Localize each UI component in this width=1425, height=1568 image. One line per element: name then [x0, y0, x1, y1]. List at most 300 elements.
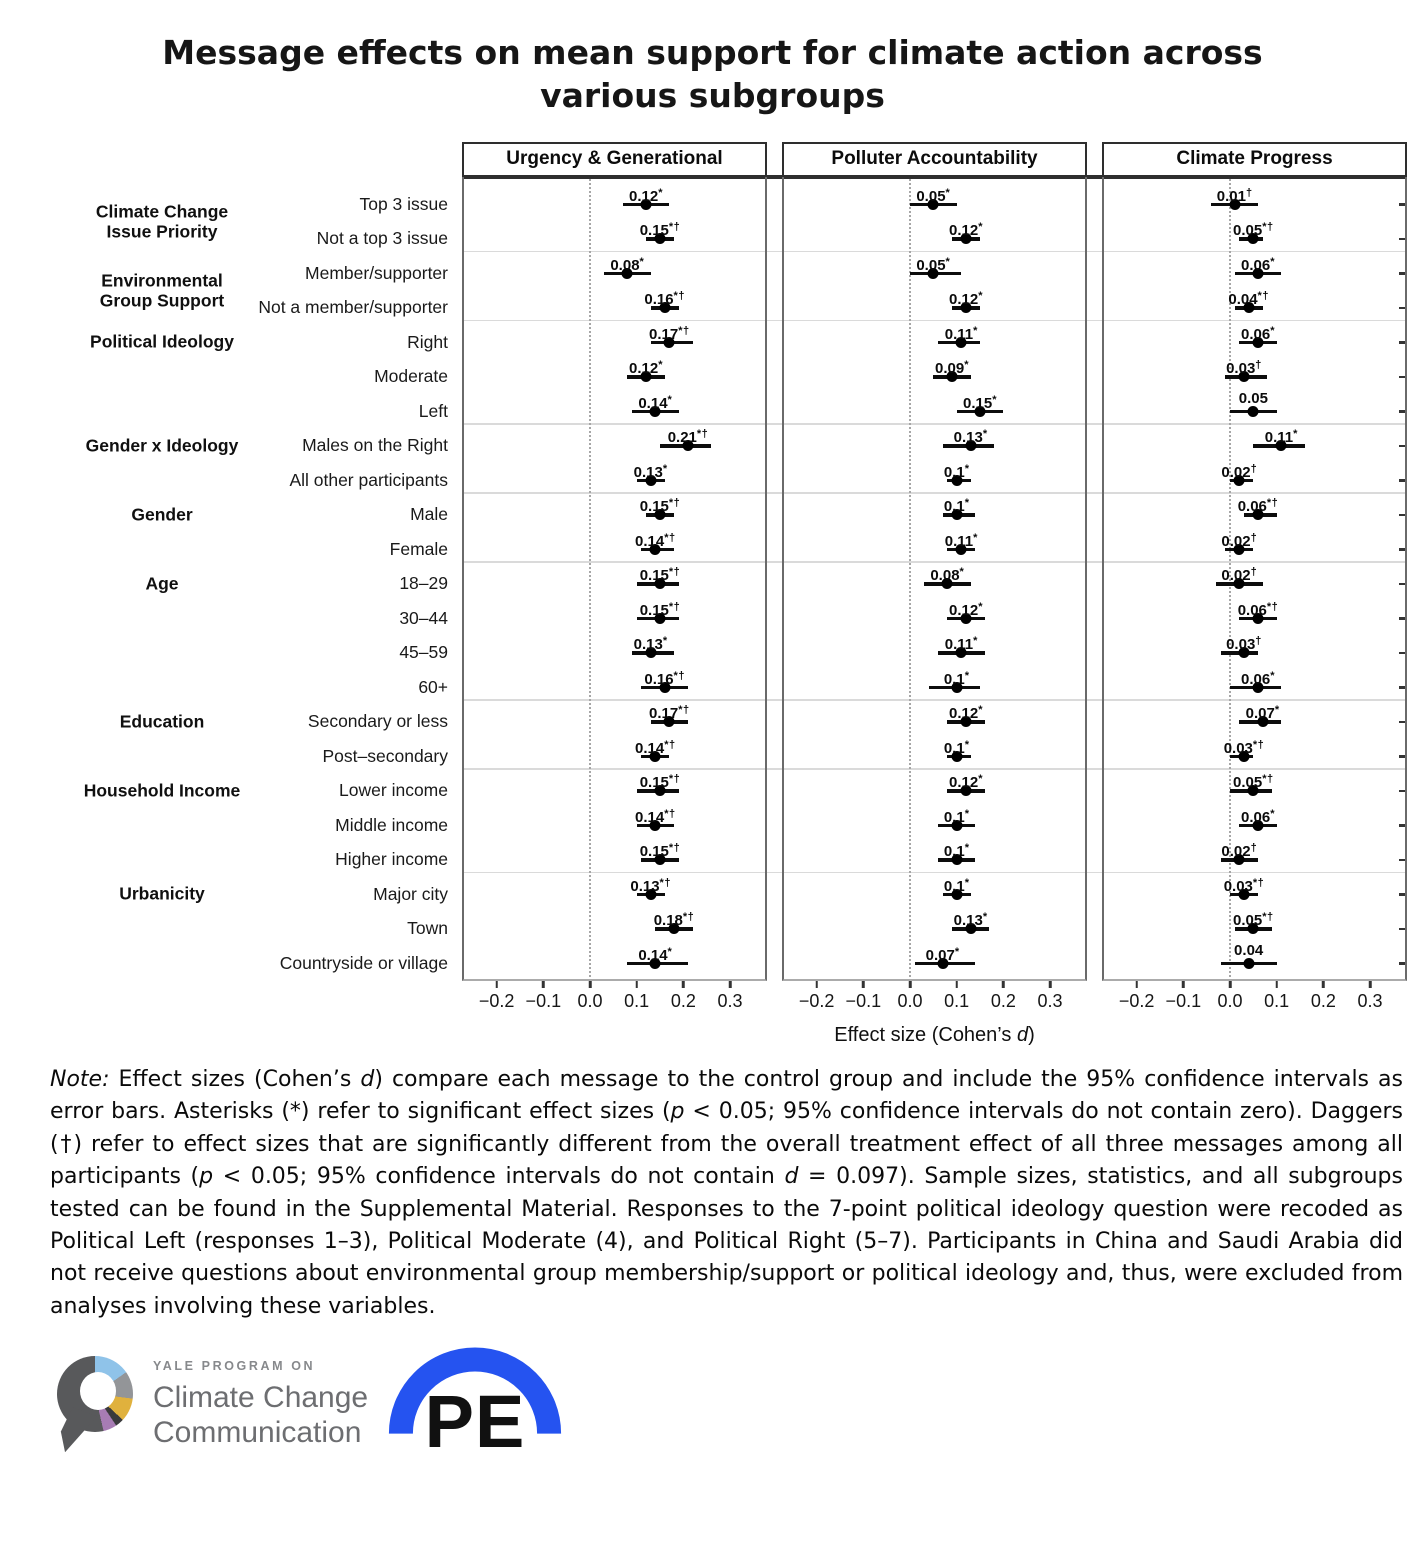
effect-value-number: 0.11	[1264, 429, 1294, 447]
significance-marker: *†	[1252, 876, 1265, 889]
x-axis-tick-label: 0.2	[670, 990, 696, 1011]
row-label	[62, 912, 462, 947]
significance-marker: *†	[664, 738, 676, 751]
x-axis-tick	[1182, 981, 1185, 988]
effect-value-label	[944, 494, 970, 515]
effect-value-number: 0.03	[1226, 360, 1256, 378]
yale-logo-line2: Communication	[153, 1416, 362, 1450]
group-label-line: Environmental	[101, 269, 223, 290]
row-label-text: Not a member/supporter	[258, 297, 448, 318]
significance-marker: †	[1245, 186, 1253, 199]
effect-value-label	[1226, 632, 1262, 653]
x-axis-tick-label: 0.3	[1357, 990, 1383, 1011]
effect-value-label	[949, 701, 983, 722]
effect-value-number: 0.14	[635, 532, 665, 550]
significance-marker: *	[667, 393, 673, 406]
note-segment: d	[360, 1066, 375, 1092]
row-label-text: Males on the Right	[302, 435, 448, 456]
significance-marker: *	[978, 221, 983, 234]
effect-value-number: 0.04	[1234, 941, 1264, 959]
effect-value-number: 0.12	[629, 187, 659, 205]
significance-marker: *†	[673, 290, 685, 303]
effect-value-label	[935, 356, 969, 377]
effect-value-number: 0.12	[629, 360, 659, 378]
row-label	[62, 394, 462, 429]
panel	[1102, 142, 1407, 981]
logos-row	[0, 1333, 1425, 1508]
forest-chart	[62, 142, 1407, 1060]
significance-marker: *	[662, 635, 668, 648]
effect-value-label	[629, 356, 663, 377]
row-label	[62, 187, 462, 222]
group-label-line: Age	[145, 573, 179, 594]
effect-value-number: 0.09	[935, 360, 965, 378]
significance-marker: *	[982, 428, 988, 441]
effect-value-label	[1233, 908, 1274, 929]
x-axis-tick-label: −0.1	[525, 990, 562, 1011]
effect-value-number: 0.15	[963, 394, 993, 412]
x-axis-tick	[1275, 981, 1278, 988]
yale-logo-tail	[60, 1406, 102, 1452]
effect-value-label	[949, 770, 983, 791]
row-label	[62, 498, 462, 533]
row-label	[62, 946, 462, 981]
x-axis-tick-label: 0.0	[897, 990, 923, 1011]
significance-marker: *	[964, 807, 970, 820]
effect-value-label	[1228, 287, 1269, 308]
x-axis-tick-label: 0.0	[1217, 990, 1243, 1011]
effect-value-label	[610, 253, 644, 274]
effect-value-label	[644, 667, 685, 688]
effect-value-label	[944, 839, 970, 860]
note-segment: < 0.05; 95% confidence intervals do not contain zero). Daggers (†) refer to effect sizes that are significantly different from the overall treatment effect of all three messages among all participants (	[50, 1099, 1403, 1190]
row-label	[62, 670, 462, 705]
group-label-line: Issue Priority	[106, 221, 218, 242]
significance-marker: †	[1250, 531, 1258, 544]
effect-value-number: 0.07	[1245, 705, 1275, 723]
significance-marker: *	[964, 497, 970, 510]
x-axis-tick	[589, 981, 592, 988]
pe-logo-letters: PE	[424, 1380, 526, 1464]
row-label	[62, 774, 462, 809]
row-label-text: 30–44	[399, 607, 448, 628]
x-axis-tick	[1369, 981, 1372, 988]
significance-marker: *	[978, 290, 983, 303]
effect-value-number: 0.14	[638, 394, 668, 412]
effect-value-number: 0.15	[639, 843, 669, 861]
x-axis-tick-label: 0.1	[1264, 990, 1290, 1011]
row-label	[62, 739, 462, 774]
significance-marker: *†	[1257, 290, 1269, 303]
effect-value-number: 0.13	[953, 429, 983, 447]
effect-value-number: 0.01	[1216, 187, 1246, 205]
row-label-text: Female	[389, 538, 448, 559]
effect-value-label	[1238, 494, 1279, 515]
effect-value-label	[1221, 460, 1257, 481]
group-label-line: Climate Change	[95, 200, 229, 221]
x-axis-tick-label: 0.3	[717, 990, 743, 1011]
effect-value-label	[945, 529, 978, 550]
group-label-line: Education	[119, 711, 205, 732]
significance-marker: *	[964, 738, 970, 751]
significance-marker: *†	[682, 911, 695, 924]
effect-value-label	[949, 598, 983, 619]
effect-value-number: 0.05	[1233, 912, 1263, 930]
row-label	[62, 808, 462, 843]
significance-marker: *†	[664, 807, 676, 820]
row-label	[62, 256, 462, 291]
significance-marker: *†	[678, 704, 690, 717]
effect-value-label	[635, 529, 676, 550]
effect-value-number: 0.1	[943, 670, 965, 688]
effect-value-label	[954, 908, 988, 929]
note-text	[50, 1064, 1403, 1324]
effect-value-number: 0.15	[639, 774, 669, 792]
yale-logo-line1: Climate Change	[153, 1381, 369, 1415]
panel-header: Urgency & Generational	[462, 142, 767, 177]
effect-value-number: 0.15	[639, 601, 669, 619]
significance-marker: *†	[678, 324, 690, 337]
effect-value-number: 0.1	[943, 463, 965, 481]
effect-value-label	[649, 322, 690, 343]
row-label-text: Male	[410, 504, 448, 525]
effect-value-number: 0.16	[644, 670, 674, 688]
significance-marker: *	[973, 324, 978, 337]
chart-title-line: various subgroups	[540, 75, 885, 115]
significance-marker: *†	[673, 669, 685, 682]
significance-marker: †	[1250, 566, 1258, 579]
row-label-text: Middle income	[335, 814, 448, 835]
effect-value-number: 0.06	[1241, 670, 1271, 688]
effect-value-label	[1233, 770, 1274, 791]
effect-value-number: 0.14	[635, 739, 665, 757]
note-segment: < 0.05; 95% confidence intervals do not contain	[213, 1164, 785, 1190]
x-axis-tick	[1229, 981, 1232, 988]
significance-marker: *	[945, 255, 951, 268]
significance-marker: *	[1274, 704, 1280, 717]
pe-logo	[380, 1333, 570, 1510]
effect-value-number: 0.06	[1237, 498, 1267, 516]
significance-marker: *	[658, 359, 663, 372]
row-label-text: Major city	[373, 883, 448, 904]
effect-value-label	[916, 253, 950, 274]
effect-value-number: 0.03	[1223, 739, 1253, 757]
row-label	[62, 429, 462, 464]
row-label	[62, 567, 462, 602]
panel	[782, 142, 1087, 981]
x-axis-tick-label: −0.1	[845, 990, 882, 1011]
row-label-text: Higher income	[335, 849, 448, 870]
panel-header: Climate Progress	[1102, 142, 1407, 177]
effect-value-label	[954, 425, 988, 446]
significance-marker: *	[667, 945, 673, 958]
effect-value-number: 0.05	[1238, 389, 1268, 407]
significance-marker: *	[964, 669, 970, 682]
effect-value-label	[945, 632, 978, 653]
significance-marker: *†	[668, 773, 681, 786]
significance-marker: *†	[668, 842, 681, 855]
significance-marker: *	[959, 566, 965, 579]
note-segment: Effect sizes (Cohen’s	[109, 1066, 361, 1092]
significance-marker: *	[964, 876, 970, 889]
effect-value-label	[640, 494, 681, 515]
row-label	[62, 636, 462, 671]
significance-marker: *†	[668, 497, 681, 510]
group-label-line: Political Ideology	[90, 331, 234, 352]
effect-value-label	[634, 632, 668, 653]
figure-page	[0, 32, 1425, 1508]
x-axis-tick	[815, 981, 818, 988]
effect-value-number: 0.13	[633, 636, 663, 654]
row-label-text: All other participants	[289, 469, 448, 490]
effect-value-number: 0.15	[639, 567, 669, 585]
effect-value-label	[1238, 598, 1279, 619]
effect-value-number: 0.05	[916, 256, 946, 274]
effect-dot	[1248, 406, 1259, 417]
significance-marker: †	[1255, 635, 1262, 648]
effect-value-number: 0.13	[953, 912, 983, 930]
effect-value-number: 0.18	[653, 912, 683, 930]
effect-value-number: 0.06	[1237, 601, 1267, 619]
row-label-text: Not a top 3 issue	[316, 228, 448, 249]
row-label	[62, 705, 462, 740]
effect-value-number: 0.05	[1233, 774, 1263, 792]
x-axis-tick-label: 0.2	[990, 990, 1016, 1011]
effect-value-number: 0.06	[1241, 325, 1271, 343]
effect-value-number: 0.13	[630, 877, 660, 895]
significance-marker: †	[1250, 462, 1258, 475]
significance-marker: *	[973, 635, 978, 648]
effect-value-number: 0.1	[943, 739, 965, 757]
x-axis-tick	[862, 981, 865, 988]
significance-marker: *	[954, 945, 960, 958]
x-axis-tick-label: 0.2	[1310, 990, 1336, 1011]
row-label	[62, 360, 462, 395]
note-segment: ) compare each message to the control group and include the 95% confidence intervals as error bars. Asterisks (*) refer to significant effect sizes (	[50, 1066, 1403, 1125]
effect-value-number: 0.16	[644, 291, 674, 309]
effect-value-label	[640, 218, 681, 239]
x-axis-tick	[682, 981, 685, 988]
significance-marker: *	[1270, 669, 1275, 682]
pe-logo-svg	[380, 1333, 570, 1505]
effect-value-label	[944, 805, 970, 826]
effect-value-label	[944, 736, 970, 757]
effect-value-label	[945, 322, 978, 343]
x-axis-title-segment: )	[1028, 1023, 1035, 1046]
row-label	[62, 325, 462, 360]
row-label	[62, 222, 462, 257]
effect-value-label	[949, 287, 983, 308]
effect-value-label	[635, 736, 676, 757]
effect-value-number: 0.12	[949, 774, 979, 792]
row-label	[62, 532, 462, 567]
effect-value-number: 0.11	[944, 636, 974, 654]
effect-value-number: 0.02	[1221, 843, 1251, 861]
group-label-line: Household Income	[83, 780, 241, 801]
significance-marker: *	[1270, 255, 1275, 268]
significance-marker: *†	[668, 566, 681, 579]
significance-marker: *	[964, 462, 970, 475]
significance-marker: *	[662, 462, 668, 475]
effect-value-label	[1226, 356, 1262, 377]
x-axis-tick-label: 0.0	[577, 990, 603, 1011]
effect-value-number: 0.02	[1221, 532, 1251, 550]
effect-value-label	[1221, 563, 1257, 584]
effect-value-label	[944, 874, 970, 895]
significance-marker: *†	[1262, 221, 1274, 234]
x-axis-title-segment: d	[1016, 1023, 1029, 1046]
significance-marker: †	[1255, 359, 1262, 372]
effect-value-number: 0.17	[649, 705, 679, 723]
panel-header: Polluter Accountability	[782, 142, 1087, 177]
x-axis-tick	[542, 981, 545, 988]
effect-value-number: 0.02	[1221, 463, 1251, 481]
row-label-text: 45–59	[399, 642, 448, 663]
yale-logo-kicker: YALE PROGRAM ON	[153, 1359, 316, 1374]
effect-value-label	[640, 563, 681, 584]
row-label-text: Lower income	[339, 780, 448, 801]
effect-value-number: 0.12	[949, 291, 979, 309]
effect-value-number: 0.14	[638, 946, 668, 964]
row-label-text: Right	[407, 331, 448, 352]
zero-reference-line	[589, 179, 591, 977]
effect-value-number: 0.06	[1241, 808, 1271, 826]
note-segment: d	[784, 1164, 799, 1190]
significance-marker: *†	[668, 221, 681, 234]
effect-value-label	[1241, 253, 1275, 274]
effect-value-label	[1241, 805, 1275, 826]
significance-marker: *	[978, 600, 983, 613]
row-label-text: Post–secondary	[322, 745, 448, 766]
effect-value-number: 0.13	[633, 463, 663, 481]
significance-marker: *	[964, 359, 969, 372]
chart-title-line: Message effects on mean support for climate action across	[162, 33, 1263, 72]
x-axis-tick-label: −0.2	[1118, 990, 1155, 1011]
effect-value-label	[930, 563, 964, 584]
effect-value-number: 0.1	[943, 843, 965, 861]
effect-value-number: 0.12	[949, 222, 979, 240]
yale-logo-hole	[80, 1372, 116, 1410]
significance-marker: *	[1270, 324, 1275, 337]
effect-value-label	[1224, 874, 1265, 895]
x-axis-tick-label: 0.1	[944, 990, 970, 1011]
significance-marker: *	[973, 531, 978, 544]
significance-marker: *	[658, 186, 663, 199]
effect-dot	[1243, 958, 1254, 969]
significance-marker: *†	[1266, 600, 1279, 613]
effect-value-number: 0.14	[635, 808, 665, 826]
effect-value-number: 0.1	[943, 877, 965, 895]
effect-value-number: 0.12	[949, 705, 979, 723]
note-segment: Note:	[50, 1066, 110, 1092]
effect-value-label	[963, 391, 997, 412]
x-axis-title	[834, 1024, 1034, 1047]
effect-value-label	[944, 460, 970, 481]
effect-value-label	[1241, 322, 1275, 343]
row-label-text: Member/supporter	[305, 262, 448, 283]
x-axis-tick	[729, 981, 732, 988]
significance-marker: *†	[668, 600, 681, 613]
row-label-text: 18–29	[399, 573, 448, 594]
row-label	[62, 463, 462, 498]
effect-value-label	[629, 184, 663, 205]
row-label	[62, 877, 462, 912]
effect-value-number: 0.15	[639, 498, 669, 516]
effect-value-label	[654, 908, 695, 929]
effect-value-number: 0.06	[1241, 256, 1271, 274]
chart-title	[40, 32, 1385, 118]
effect-value-label	[1221, 529, 1257, 550]
effect-value-label	[1217, 184, 1253, 205]
effect-value-number: 0.1	[943, 498, 965, 516]
effect-value-number: 0.02	[1221, 567, 1251, 585]
x-axis-title-segment: Effect size (Cohen’s	[834, 1023, 1017, 1046]
significance-marker: *†	[664, 531, 676, 544]
x-axis-tick-label: 0.1	[624, 990, 650, 1011]
significance-marker: *†	[659, 876, 671, 889]
effect-value-label	[634, 460, 668, 481]
note-segment: = 0.097). Sample sizes, statistics, and all subgroups tested can be found in the Supplemental Material. Responses to the 7-point political ideology question were recoded as Political Left (responses 1–3), Political Moderate (4), and Political Right (5–7). Participants in China and Saudi Arabia did not receive questions about environmental group membership/support or political ideology and, thus, were excluded from analyses involving these variables.	[50, 1164, 1403, 1319]
effect-value-number: 0.15	[639, 222, 669, 240]
significance-marker: *	[978, 704, 983, 717]
effect-value-label	[668, 425, 709, 446]
group-label-line: Urbanicity	[119, 883, 205, 904]
effect-value-label	[916, 184, 950, 205]
x-axis-tick	[955, 981, 958, 988]
effect-value-number: 0.17	[649, 325, 679, 343]
effect-value-label	[640, 598, 681, 619]
effect-value-number: 0.07	[925, 946, 955, 964]
effect-value-label	[926, 943, 960, 964]
row-label-text: Countryside or village	[279, 952, 448, 973]
effect-value-label	[944, 667, 970, 688]
x-axis-tick	[495, 981, 498, 988]
effect-value-number: 0.03	[1226, 636, 1256, 654]
significance-marker: *	[945, 186, 951, 199]
significance-marker: *	[978, 773, 983, 786]
effect-value-label	[1234, 943, 1263, 959]
row-label	[62, 843, 462, 878]
row-label-text: Town	[407, 918, 448, 939]
effect-value-label	[638, 391, 672, 412]
effect-value-label	[1239, 391, 1268, 407]
effect-value-label	[1224, 736, 1265, 757]
row-label-text: Moderate	[374, 366, 448, 387]
significance-marker: *	[992, 393, 997, 406]
group-label-line: Gender x Ideology	[85, 435, 239, 456]
effect-value-number: 0.11	[944, 532, 974, 550]
x-axis-tick	[1135, 981, 1138, 988]
x-axis-tick-label: 0.3	[1037, 990, 1063, 1011]
significance-marker: *†	[1252, 738, 1265, 751]
zero-reference-line	[909, 179, 911, 977]
significance-marker: *	[1293, 428, 1298, 441]
yale-logo-text	[153, 1359, 368, 1450]
effect-value-number: 0.03	[1223, 877, 1253, 895]
row-label-text: Top 3 issue	[359, 193, 448, 214]
effect-value-label	[1221, 839, 1257, 860]
effect-value-label	[640, 839, 681, 860]
x-axis-tick	[1002, 981, 1005, 988]
x-axis-tick	[1049, 981, 1052, 988]
row-label	[62, 291, 462, 326]
significance-marker: *	[1270, 807, 1275, 820]
row-label-text: Left	[418, 400, 448, 421]
significance-marker: *	[639, 255, 645, 268]
effect-value-number: 0.12	[949, 601, 979, 619]
x-axis-tick-label: −0.1	[1165, 990, 1202, 1011]
effect-value-label	[640, 770, 681, 791]
